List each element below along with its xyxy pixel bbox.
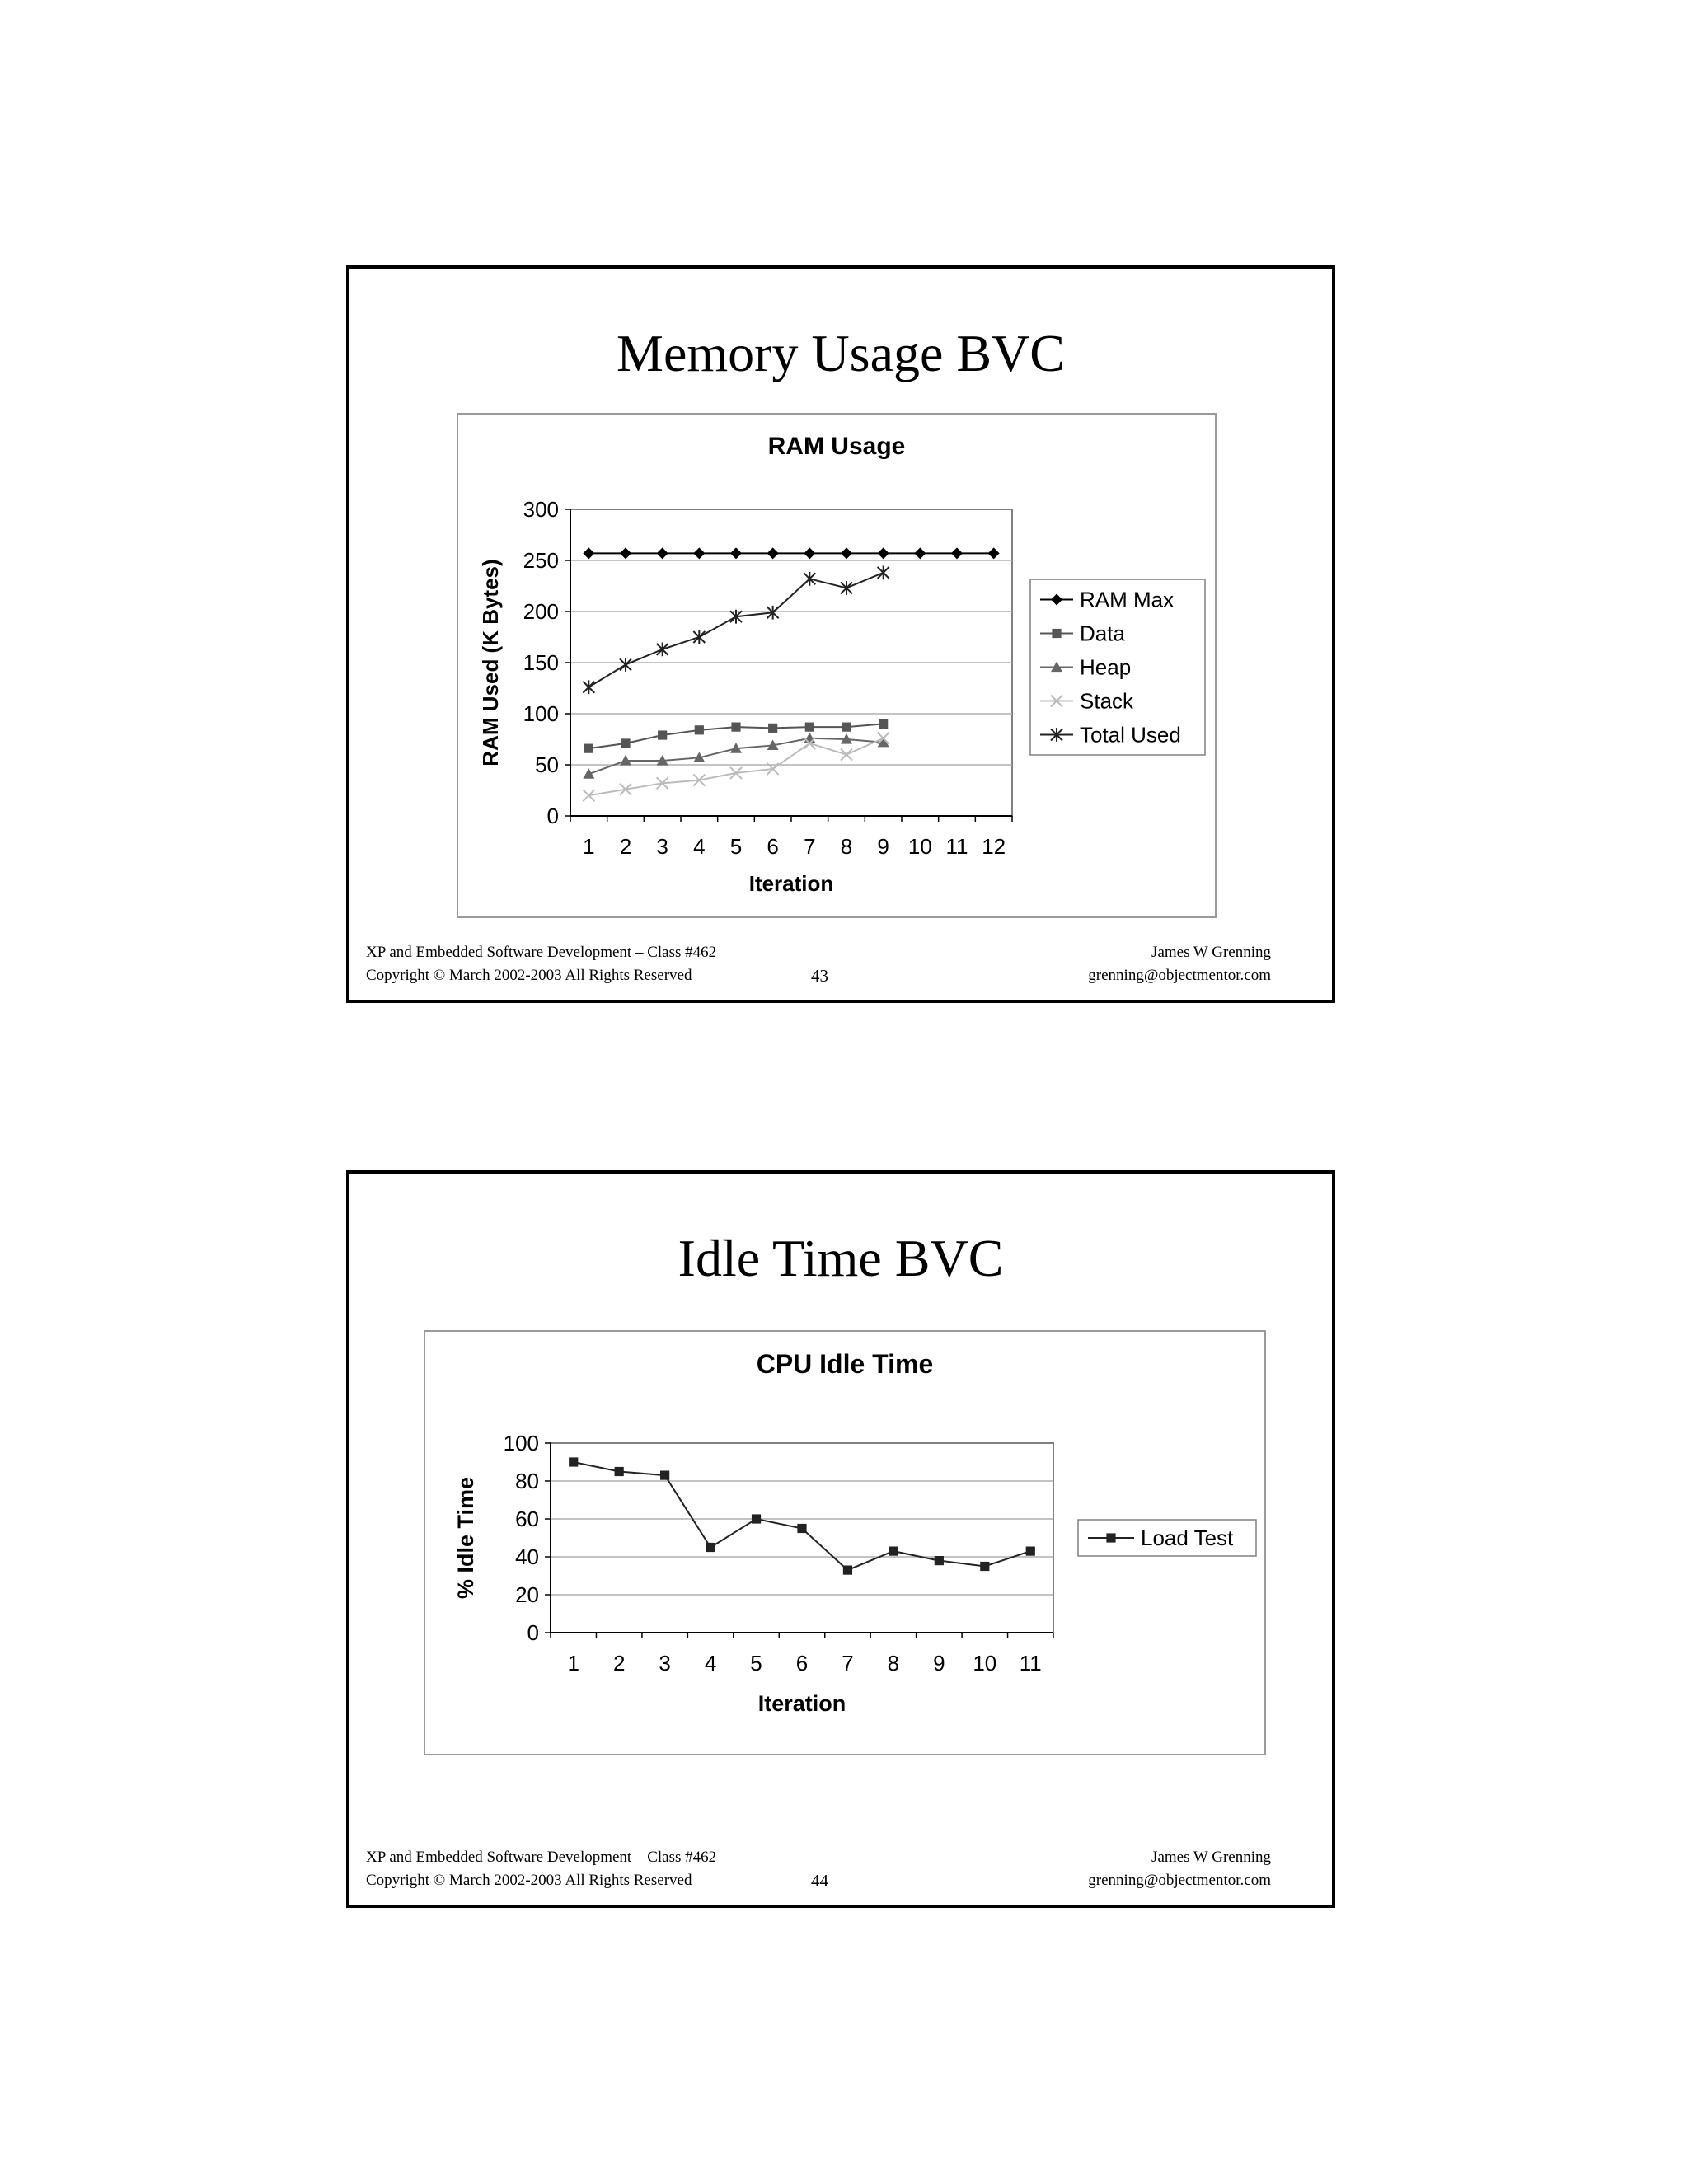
y-tick-label: 40 bbox=[515, 1544, 539, 1569]
data-point bbox=[658, 730, 667, 739]
y-tick-label: 50 bbox=[535, 752, 559, 777]
data-point bbox=[980, 1562, 989, 1571]
data-point bbox=[768, 724, 777, 733]
x-tick-label: 10 bbox=[973, 1651, 997, 1675]
x-tick-label: 1 bbox=[583, 834, 595, 859]
chart-title: CPU Idle Time bbox=[756, 1349, 934, 1379]
ram-usage-chart-svg bbox=[458, 415, 1215, 916]
slide-idle-time bbox=[346, 1170, 1335, 1908]
y-tick-label: 200 bbox=[523, 599, 559, 624]
data-point bbox=[569, 1457, 578, 1466]
y-tick-label: 100 bbox=[503, 1431, 539, 1455]
footer-email: grenning@objectmentor.com bbox=[1088, 1872, 1271, 1889]
footer-copyright: Copyright © March 2002-2003 All Rights Reserved bbox=[366, 1872, 692, 1889]
data-point bbox=[706, 1543, 715, 1552]
footer-author: James W Grenning bbox=[1151, 944, 1271, 961]
footer-course: XP and Embedded Software Development – Class #462 bbox=[366, 1849, 717, 1866]
y-axis-label: % Idle Time bbox=[453, 1476, 478, 1600]
footer-right bbox=[1088, 941, 1271, 987]
data-point bbox=[935, 1556, 944, 1565]
footer-copyright: Copyright © March 2002-2003 All Rights Reserved bbox=[366, 967, 692, 984]
x-tick-label: 11 bbox=[945, 834, 968, 859]
footer-course: XP and Embedded Software Development – Class #462 bbox=[366, 944, 717, 961]
x-tick-label: 6 bbox=[767, 834, 779, 859]
x-tick-label: 7 bbox=[842, 1651, 854, 1675]
x-tick-label: 6 bbox=[795, 1651, 809, 1675]
x-tick-label: 11 bbox=[1019, 1651, 1042, 1675]
y-tick-label: 60 bbox=[515, 1507, 539, 1531]
x-tick-label: 2 bbox=[612, 1651, 626, 1675]
footer-left bbox=[366, 941, 716, 987]
data-point bbox=[660, 1471, 669, 1480]
footer-right bbox=[1088, 1846, 1271, 1892]
data-point bbox=[842, 723, 851, 732]
x-tick-label: 9 bbox=[877, 834, 889, 859]
x-tick-label: 5 bbox=[750, 1651, 762, 1675]
x-tick-label: 3 bbox=[656, 834, 668, 859]
x-tick-label: 12 bbox=[982, 834, 1006, 859]
y-tick-label: 0 bbox=[546, 804, 559, 828]
data-point bbox=[731, 723, 740, 732]
legend-label: RAM Max bbox=[1080, 587, 1175, 612]
x-tick-label: 10 bbox=[907, 834, 932, 859]
data-point bbox=[621, 738, 630, 748]
data-point bbox=[584, 744, 593, 753]
slide-memory-usage bbox=[346, 265, 1335, 1003]
x-tick-label: 8 bbox=[840, 834, 853, 859]
chart-title: RAM Usage bbox=[767, 433, 906, 460]
x-tick-label: 4 bbox=[693, 834, 706, 859]
data-point bbox=[805, 723, 814, 732]
x-tick-label: 7 bbox=[804, 834, 816, 859]
cpu-idle-time-chart bbox=[424, 1330, 1266, 1755]
data-point bbox=[879, 719, 888, 729]
page-number: 43 bbox=[811, 966, 828, 986]
legend-marker bbox=[1106, 1533, 1115, 1542]
ram-usage-chart bbox=[457, 413, 1217, 918]
legend-label: Total Used bbox=[1080, 722, 1181, 748]
y-tick-label: 300 bbox=[523, 497, 559, 522]
data-point bbox=[1026, 1547, 1035, 1556]
x-tick-label: 1 bbox=[567, 1651, 579, 1675]
x-tick-label: 8 bbox=[887, 1651, 900, 1675]
y-tick-label: 80 bbox=[515, 1469, 539, 1493]
cpu-idle-time-chart-svg bbox=[425, 1332, 1264, 1754]
legend-marker bbox=[1052, 629, 1061, 638]
data-point bbox=[695, 725, 704, 734]
legend-label: Load Test bbox=[1141, 1526, 1234, 1550]
x-tick-label: 4 bbox=[704, 1651, 717, 1675]
y-tick-label: 150 bbox=[523, 650, 559, 675]
legend-label: Heap bbox=[1080, 654, 1132, 680]
data-point bbox=[752, 1514, 761, 1523]
x-tick-label: 9 bbox=[933, 1651, 945, 1675]
x-tick-label: 2 bbox=[619, 834, 632, 859]
page-number: 44 bbox=[811, 1871, 828, 1891]
x-tick-label: 5 bbox=[729, 834, 743, 859]
footer-left bbox=[366, 1846, 716, 1892]
y-tick-label: 0 bbox=[527, 1620, 539, 1645]
x-tick-label: 3 bbox=[659, 1651, 671, 1675]
data-point bbox=[615, 1467, 624, 1476]
slide-title: Idle Time BVC bbox=[678, 1229, 1004, 1287]
y-tick-label: 250 bbox=[523, 548, 559, 573]
y-tick-label: 100 bbox=[523, 701, 559, 726]
slide-title: Memory Usage BVC bbox=[617, 324, 1065, 382]
legend-label: Stack bbox=[1080, 688, 1134, 714]
legend-label: Data bbox=[1080, 621, 1125, 646]
y-tick-label: 20 bbox=[515, 1582, 539, 1607]
data-point bbox=[889, 1547, 898, 1556]
footer-email: grenning@objectmentor.com bbox=[1088, 967, 1271, 984]
x-axis-label: Iteration bbox=[748, 871, 834, 896]
x-axis-label: Iteration bbox=[757, 1691, 846, 1716]
data-point bbox=[843, 1566, 852, 1575]
footer-author: James W Grenning bbox=[1151, 1849, 1271, 1866]
data-point bbox=[797, 1524, 806, 1533]
y-axis-label: RAM Used (K Bytes) bbox=[478, 559, 503, 766]
